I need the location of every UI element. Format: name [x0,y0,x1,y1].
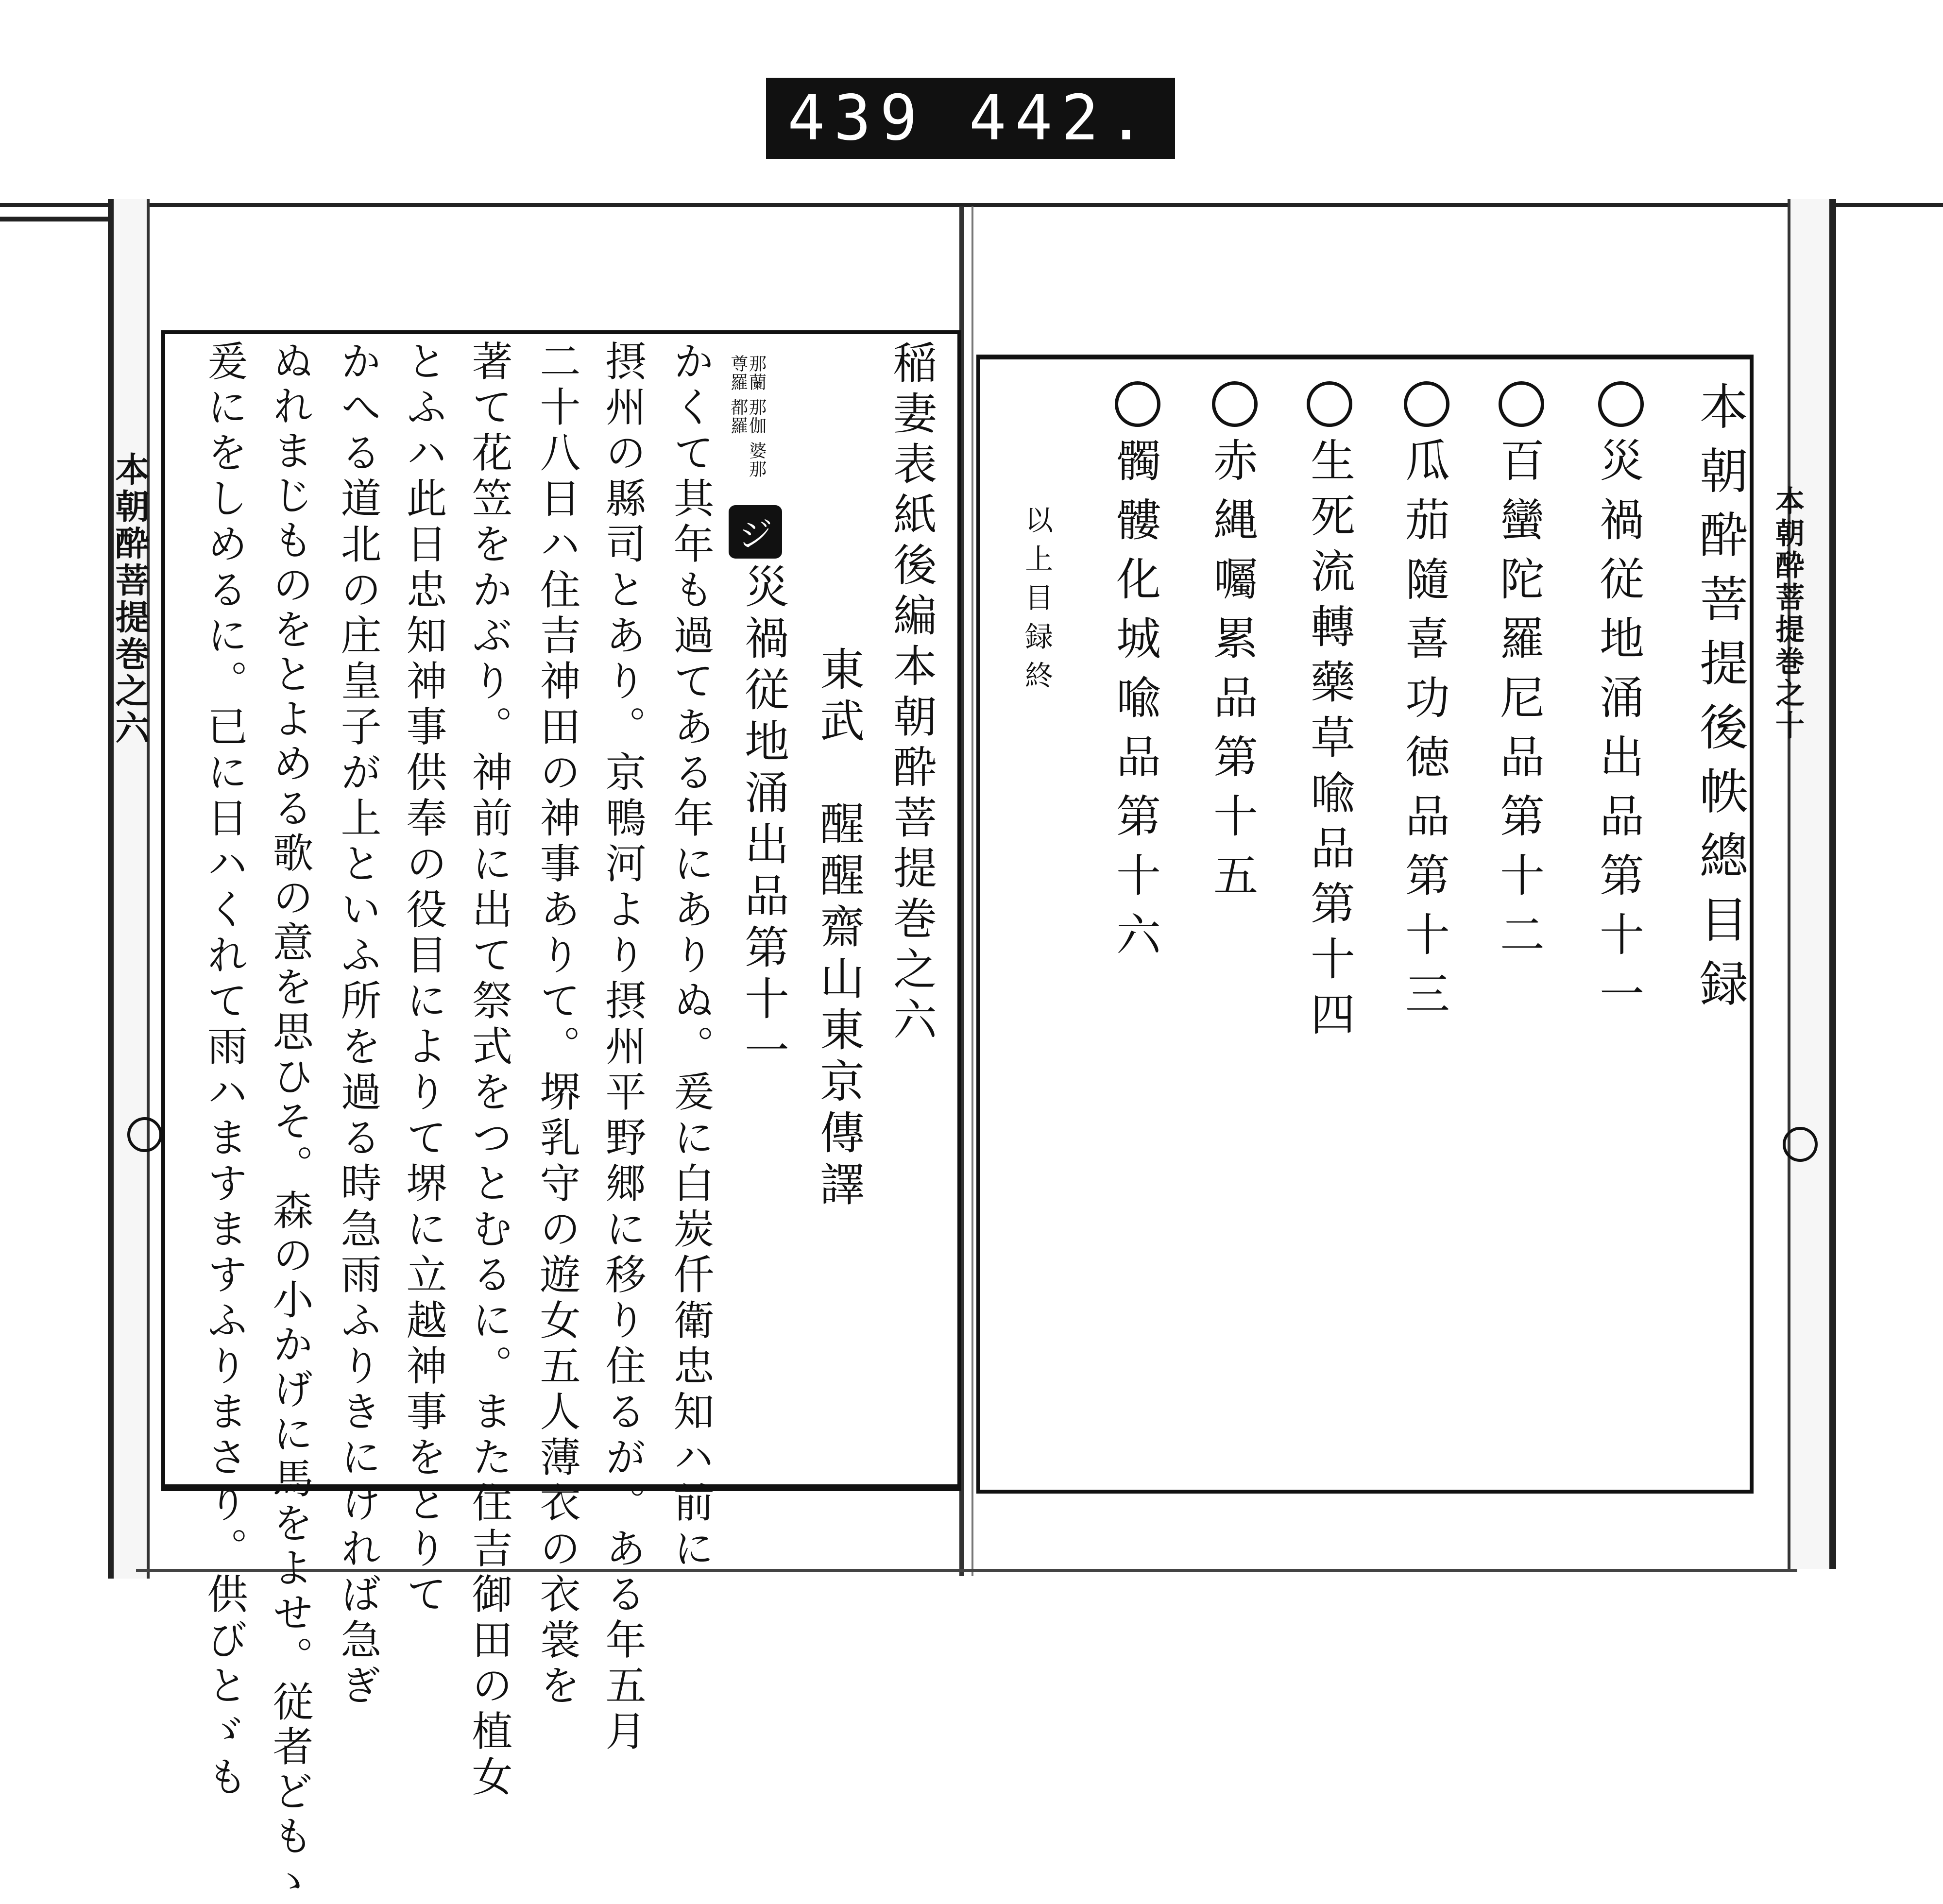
label-right-number: 442. [969,82,1154,154]
body-column-6: かへる道北の庄皇子が上といふ所を過る時急雨ふりきにければ急ぎ [334,340,382,1710]
author-line: 東武 醒醒齋山東京傳譯 [813,646,865,1212]
side-note-1: 那蘭 [746,355,767,391]
chapter-emblem [729,505,782,559]
toc-title: 本朝酔菩提後帙總目録 [1691,381,1748,1022]
toc-circle-2 [1499,381,1544,427]
toc-item-1: 災禍従地涌出品第十一 [1592,437,1644,1030]
side-note-2: 那伽 [746,398,767,435]
side-note-4: 尊羅 [728,355,748,391]
emblem-glyph: ジ [738,514,772,555]
toc-circle-4 [1307,381,1352,427]
toc-item-4: 生死流轉藥草喩品第十四 [1303,437,1355,1046]
toc-item-2: 百蠻陀羅尼品第十二 [1493,437,1545,970]
left-page-margin [108,199,150,1579]
toc-circle-5 [1212,381,1258,427]
book-spine-line [972,206,973,1576]
toc-item-3: 瓜茄隨喜功徳品第十三 [1398,437,1450,1030]
body-column-4: 著て花笠をかぶり。神前に出て祭式をつとむるに。また住吉御田の植女 [465,340,513,1801]
body-column-1: かくて其年も過てある年にありぬ。爰に白炭仟衛忠知ハ前に [667,340,715,1573]
toc-circle-1 [1598,381,1644,427]
label-left-number: 439 [787,82,926,154]
side-note-3: 婆那 [746,441,767,478]
right-margin-title: 本朝酔菩提巻之十 [1771,486,1805,742]
book-bottom-edge [136,1569,1797,1572]
margin-circle-right [1783,1127,1818,1162]
body-column-7: ぬれまじものをとよめる歌の意を思ひそ。森の小かげに馬をよせ。従者どもゝ [266,340,314,1904]
side-note [729,355,766,500]
toc-item-6: 髑髏化城喩品第十六 [1109,437,1161,970]
toc-circle-3 [1404,381,1449,427]
toc-circle-6 [1115,381,1160,427]
toc-closing: 以上目録終 [1020,505,1053,699]
right-page-margin [1788,199,1836,1569]
body-column-5: とふハ此日忠知神事供奉の役目によりて堺に立越神事をとりて [400,340,447,1618]
left-margin-title: 本朝酔菩提巻之六 [110,452,150,747]
number-label [766,78,1175,159]
margin-circle-left [127,1117,162,1152]
body-column-8: 爰にをしめるに。已に日ハくれて雨ハますますふりまさり。供びとゞも [201,340,248,1801]
body-column-2: 摂州の縣司とあり。京鴨河より摂州平野郷に移り住るが。ある年五月 [599,340,647,1755]
side-note-5: 都羅 [728,398,748,435]
toc-item-5: 赤縄囑累品第十五 [1206,437,1258,911]
book-top-edge-left [0,217,121,221]
body-column-3: 二十八日ハ住吉神田の神事ありて。堺乳守の遊女五人薄衣の衣裳を [533,340,581,1710]
left-heading-title: 稲妻表紙後編本朝酔菩提巻之六 [886,340,937,1047]
chapter-title: 災禍従地涌出品第十一 [737,563,789,1078]
